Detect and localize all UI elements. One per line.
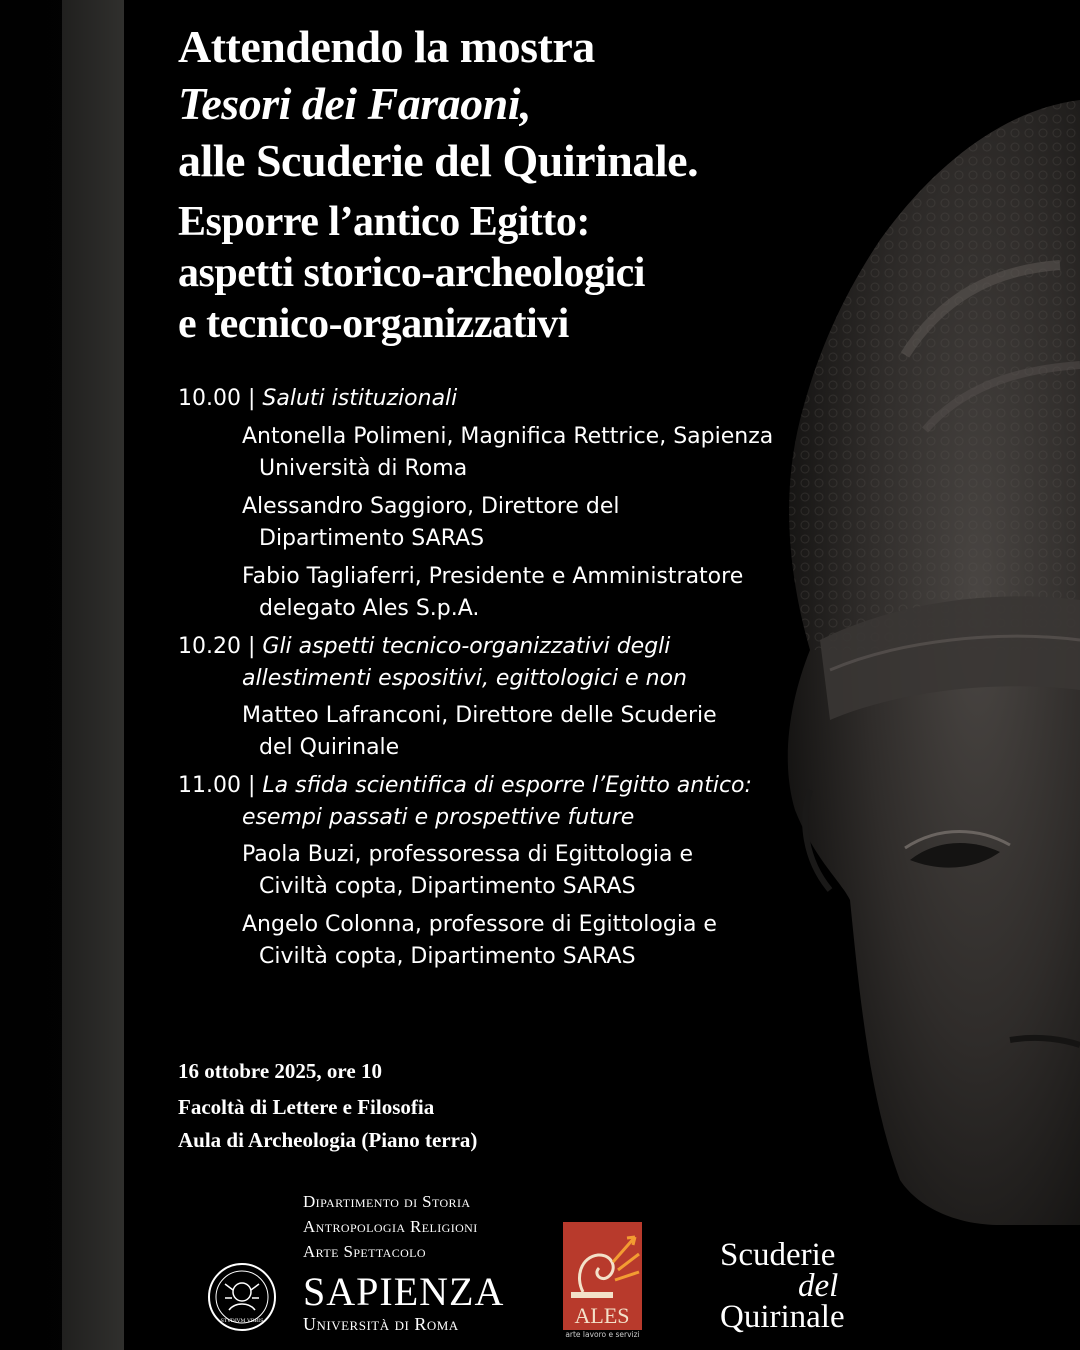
speaker-entry <box>178 700 798 764</box>
title-exhibition-name: Tesori dei Faraoni, <box>178 78 532 129</box>
ales-tagline: arte lavoro e servizi <box>565 1330 640 1339</box>
event-venue-faculty: Facoltà di Lettere e Filosofia <box>178 1095 435 1119</box>
department-name <box>303 1189 478 1264</box>
department-line: Antropologia Religioni <box>303 1217 478 1236</box>
sapienza-subtitle: Università di Roma <box>303 1314 459 1334</box>
speaker-line: Paola Buzi, professoressa di Egittologia e <box>242 842 694 867</box>
event-date: 16 ottobre 2025, ore 10 <box>178 1059 382 1083</box>
ales-logo-icon <box>563 1222 642 1340</box>
session-heading: 10.00 | Saluti istituzionali <box>178 386 458 411</box>
speaker-line: del Quirinale <box>259 735 400 760</box>
seal-text: STVDIVM VRBIS <box>220 1318 264 1324</box>
subtitle-line-1: Esporre l’antico Egitto: <box>178 199 590 245</box>
session-time: 11.00 <box>178 773 241 798</box>
speaker-line: Fabio Tagliaferri, Presidente e Amministratore <box>242 564 744 589</box>
speaker-line: Matteo Lafranconi, Direttore delle Scuderie <box>242 703 717 728</box>
speaker-entry <box>178 561 798 625</box>
ales-wordmark: ALES <box>574 1303 630 1328</box>
speaker-line: delegato Ales S.p.A. <box>259 596 480 621</box>
speaker-line: Alessandro Saggioro, Direttore del <box>242 494 620 519</box>
department-line: Dipartimento di Storia <box>303 1192 471 1211</box>
program-session <box>178 631 798 764</box>
subtitle <box>178 197 878 350</box>
session-time: 10.20 <box>178 634 241 659</box>
speaker-entry <box>178 839 798 903</box>
speaker-entry <box>178 909 798 973</box>
session-title: Gli aspetti tecnico-organizzativi degli <box>262 634 671 659</box>
sapienza-seal-icon <box>207 1262 277 1332</box>
session-title-line-2: allestimenti espositivi, egittologici e non <box>242 666 687 691</box>
session-title-line-2: esempi passati e prospettive future <box>242 805 635 830</box>
sapienza-wordmark: SAPIENZA <box>303 1269 505 1314</box>
session-time: 10.00 <box>178 386 241 411</box>
program-session <box>178 770 798 973</box>
scuderie-line-2: del <box>798 1268 839 1304</box>
department-line: Arte Spettacolo <box>303 1242 426 1261</box>
session-title: Saluti istituzionali <box>262 386 458 411</box>
speaker-entry <box>178 421 798 485</box>
subtitle-line-3: e tecnico-organizzativi <box>178 301 569 347</box>
program-schedule <box>178 383 798 979</box>
session-title: La sfida scientifica di esporre l’Egitto antico: <box>262 773 752 798</box>
program-session <box>178 383 798 625</box>
speaker-line: Dipartimento SARAS <box>259 526 485 551</box>
scuderie-logo <box>720 1237 845 1335</box>
scuderie-line-1: Scuderie <box>720 1237 836 1273</box>
speaker-line: Antonella Polimeni, Magnifica Rettrice, Sapienza <box>242 424 774 449</box>
session-heading: 10.20 | Gli aspetti tecnico-organizzativi degli <box>178 634 671 659</box>
event-info <box>178 1055 477 1157</box>
speaker-line: Università di Roma <box>259 456 468 481</box>
session-heading: 11.00 | La sfida scientifica di esporre l’Egitto antico: <box>178 773 752 798</box>
speaker-line: Civiltà copta, Dipartimento SARAS <box>259 874 636 899</box>
title-line-3: alle Scuderie del Quirinale. <box>178 135 699 186</box>
speaker-entry <box>178 491 798 555</box>
speaker-line: Angelo Colonna, professore di Egittologia e <box>242 912 717 937</box>
subtitle-line-2: aspetti storico-archeologici <box>178 250 645 296</box>
title-line-1: Attendendo la mostra <box>178 21 595 72</box>
event-venue-room: Aula di Archeologia (Piano terra) <box>178 1128 478 1152</box>
speaker-line: Civiltà copta, Dipartimento SARAS <box>259 944 636 969</box>
scuderie-line-3: Quirinale <box>720 1299 845 1335</box>
main-title <box>178 18 878 189</box>
